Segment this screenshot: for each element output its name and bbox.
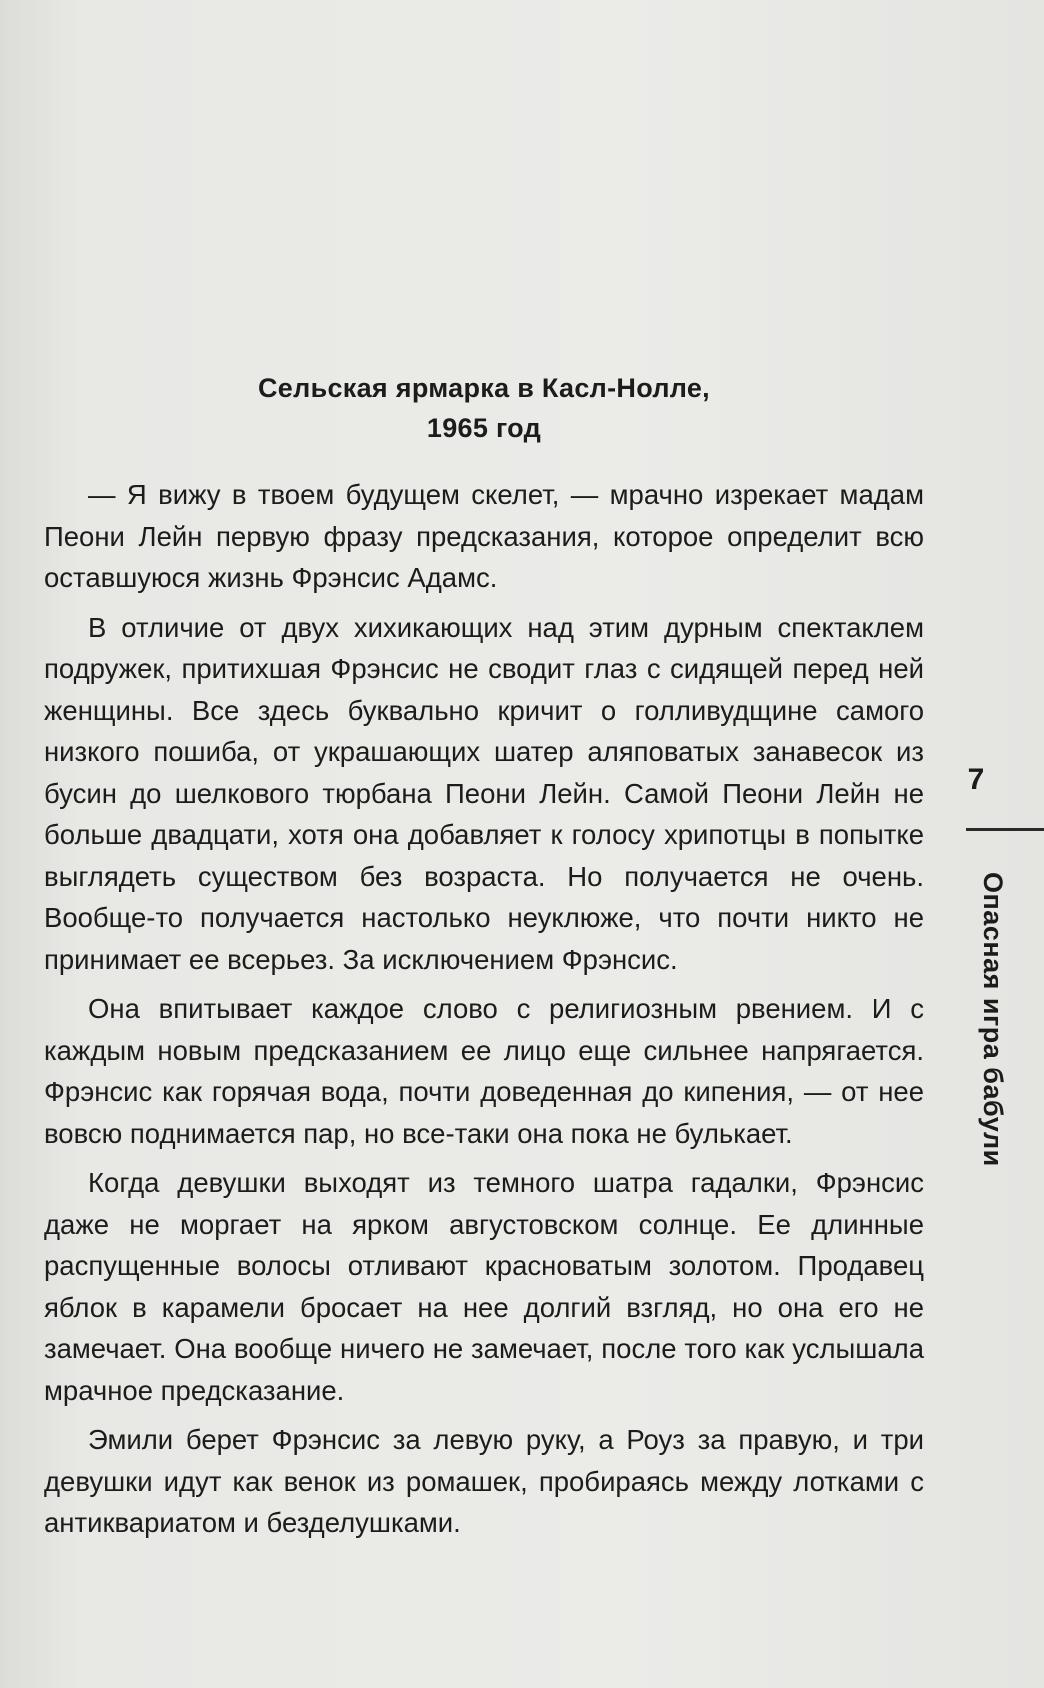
paragraph-3: Она впитывает каждое слово с религиозным рвением. И с каждым новым предсказанием ее лицо еще сильнее напрягается. Фрэнсис как горячая вода, почти доведенная до кипения, — от нее вовсю поднимается пар, но все-таки она пока не булькает. <box>44 993 924 1149</box>
chapter-heading-line-2: 1965 год <box>426 413 542 443</box>
paragraph-4: Когда девушки выходят из темного шатра гадалки, Фрэнсис даже не моргает на ярком августовском солнце. Ее длинные распущенные волосы отливают красноватым золотом. Продавец яблок в карамели бросает на нее долгий взгляд, но она его не замечает. Она вообще ничего не замечает, после того как услышала мрачное предсказание. <box>44 1167 924 1406</box>
paragraph-5: Эмили берет Фрэнсис за левую руку, а Роуз за правую, и три девушки идут как венок из ромашек, пробираясь между лотками с антиквариатом и безделушками. <box>44 1424 924 1538</box>
page-number: 7 <box>967 763 985 796</box>
page-body <box>44 368 924 1552</box>
folio-divider <box>966 828 1044 831</box>
paragraph-2: В отличие от двух хихикающих над этим дурным спектаклем подружек, притихшая Фрэнсис не сводит глаз с сидящей перед ней женщины. Все здесь буквально кричит о голливудщине самого низкого пошиба, от украшающих шатер аляповатых занавесок из бусин до шелкового тюрбана Пеони Лейн. Самой Пеони Лейн не больше двадцати, хотя она добавляет к голосу хрипотцы в попытке выглядеть существом без возраста. Но получается не очень. Вообще-то получается настолько неуклюже, что почти никто не принимает ее всерьез. За исключением Фрэнсис. <box>44 611 924 975</box>
chapter-heading <box>44 368 924 448</box>
running-title: Опасная игра бабули <box>978 872 1008 1167</box>
chapter-heading-line-1: Сельская ярмарка в Касл-Нолле, <box>258 373 710 403</box>
paragraph-1: — Я вижу в твоем будущем скелет, — мрачно изрекает мадам Пеони Лейн первую фразу предсказания, которое определит всю оставшуюся жизнь Фрэнсис Адамс. <box>44 479 924 593</box>
